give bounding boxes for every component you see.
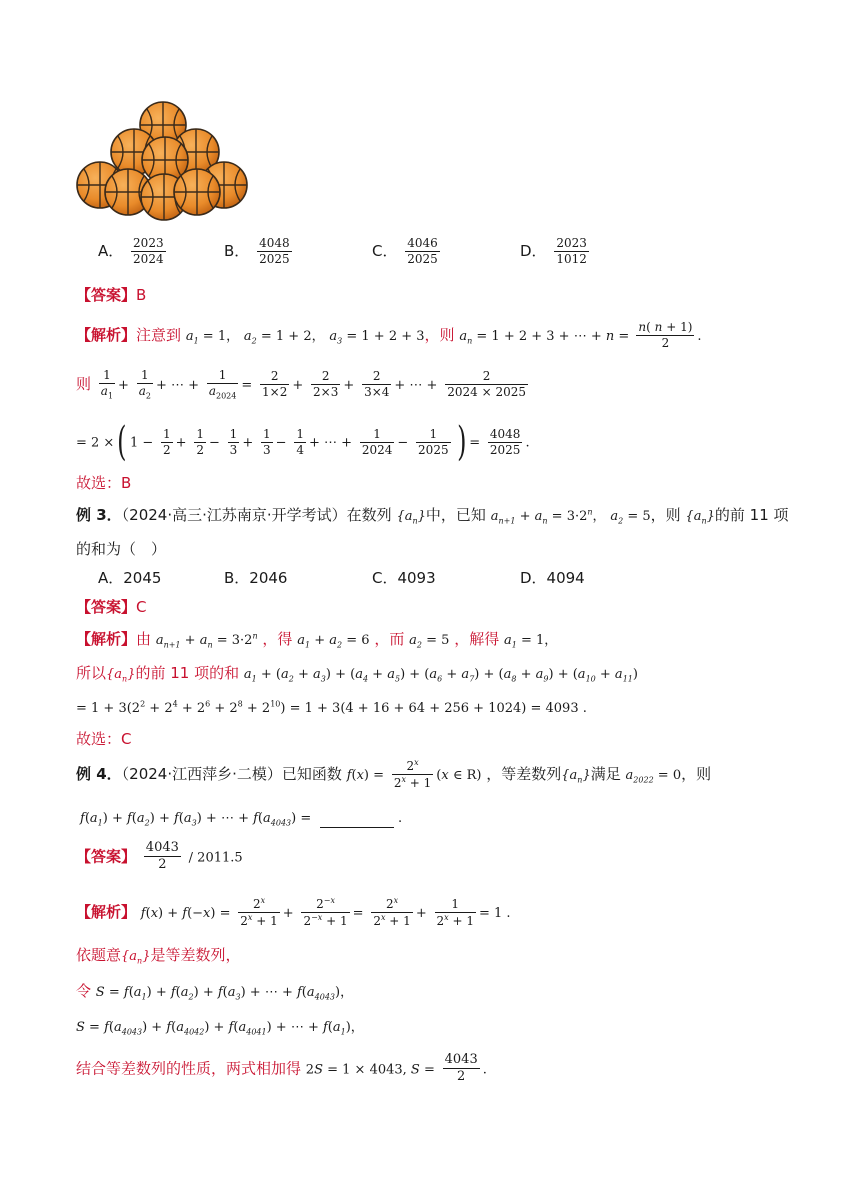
ex3-analysis-line-3: = $1 + 3(2^2 + 2^4 + 2^6 + 2^8 + 2^{10}) = 1 + 3(4 + 16 + 64 + 256 + 1024) = 4093$ . [76,699,587,716]
option-d: D． $\frac{2023}{1012}$ [520,236,587,266]
example-3-stem: 例 3．（2024·高三·江苏南京·开学考试）在数列 $\{a_n\}$中，已知 $a_{n+1} + a_n = 3\cdot 2^n$， $a_2 = 5$，则 $\{a_n\}$的前 11 项 [76,506,789,526]
ex3-option-c: C．4093 [372,569,436,587]
answer-blank [320,815,394,828]
analysis-line-2: 则 $\frac{1}{a_1}$ + $\frac{1}{a_2}$ + ⋯ + $\frac{1}{a_{2024}}$ = $\frac{2}{1\times 2}$ + $\frac{2}{2\times 3}$ + $\frac{2}{3\times 4}$ + ⋯ + $\frac{2}{2024 \times 2025}$ [76,368,526,401]
ex3-option-d: D．4094 [520,569,585,587]
conclusion-prev: 故选：B [76,474,132,492]
option-c: C． $\frac{4046}{2025}$ [372,236,438,266]
analysis-line-3: = 2 ×( 1 − $\frac{1}{2}$ + $\frac{1}{2}$ − $\frac{1}{3}$ + $\frac{1}{3}$ − $\frac{1}{4}$ + ⋯ + $\frac{1}{2024}$ − $\frac{1}{2025}$ ) = $\frac{4048}{2025}$ . [76,419,530,465]
ex3-option-b: B．2046 [224,569,288,587]
ex4-analysis-line-5: 结合等差数列的性质，两式相加得 2S = 1 × 4043, S = $\frac{4043}{2}$ . [76,1052,487,1085]
analysis-line-1: 【解析】注意到 $a_1 = 1$， $a_2 = 1 + 2$， $a_3 = 1 + 2 + 3$，则 $a_n = 1 + 2 + 3$ + ⋯ + n = $\frac{n( n + 1)}{2}$ . [76,320,702,350]
example-4-stem: 例 4．（2024·江西萍乡·二模）已知函数 f(x) = $\frac{2^x}{2^x + 1}$ (x ∈ R) ，等差数列$\{a_n\}$满足 $a_{2022} = 0$，则 [76,758,712,790]
option-b: B． $\frac{4048}{2025}$ [224,236,290,266]
ex4-answer: 【答案】 $\frac{4043}{2}$ / 2011.5 [76,840,243,873]
example-3-stem-line-2: 的和为（ ） [76,540,167,558]
example-4-expression: $f(a_1) + f(a_2) + f(a_3)$ + ⋯ + $f(a_{4043})$ = . [80,811,403,828]
ex3-analysis-line-2: 所以$\{a_n\}$的前 11 项的和 $a_1 + (a_2 + a_3) + (a_4 + a_5) + (a_6 + a_7) + (a_8 + a_9) + (a_{10} + a_{11})$ [76,664,638,684]
ex4-analysis-line-3: 令 $S = f(a_1) + f(a_2) + f(a_3)$ + ⋯ + $f(a_{4043})$， [76,982,354,1002]
ex3-answer: 【答案】C [76,598,147,616]
ex3-option-a: A．2045 [98,569,162,587]
ex3-conclusion: 故选：C [76,730,132,748]
answer-line-prev: 【答案】B [76,286,147,304]
ex3-analysis-line-1: 【解析】由 $a_{n+1} + a_n = 3\cdot 2^n$ ，得 $a_1 + a_2 = 6$ ，而 $a_2 = 5$ ，解得 $a_1 = 1$， [76,630,558,650]
option-a: A． $\frac{2023}{2024}$ [98,236,164,266]
ex4-analysis-line-1: 【解析】 f(x) + f(−x) = $\frac{2^x}{2^x + 1}$ + $\frac{2^{-x}}{2^{-x} + 1}$ = $\frac{2^x}{2^x + 1}$ + $\frac{1}{2^x + 1}$ = 1 . [76,896,511,928]
ex4-analysis-line-4: $S = f(a_{4043}) + f(a_{4042}) + f(a_{4041})$ + ⋯ + $f(a_1)$， [76,1020,364,1037]
basketball-pyramid-image [74,100,252,222]
ex4-analysis-line-2: 依题意$\{a_n\}$是等差数列， [76,946,241,966]
